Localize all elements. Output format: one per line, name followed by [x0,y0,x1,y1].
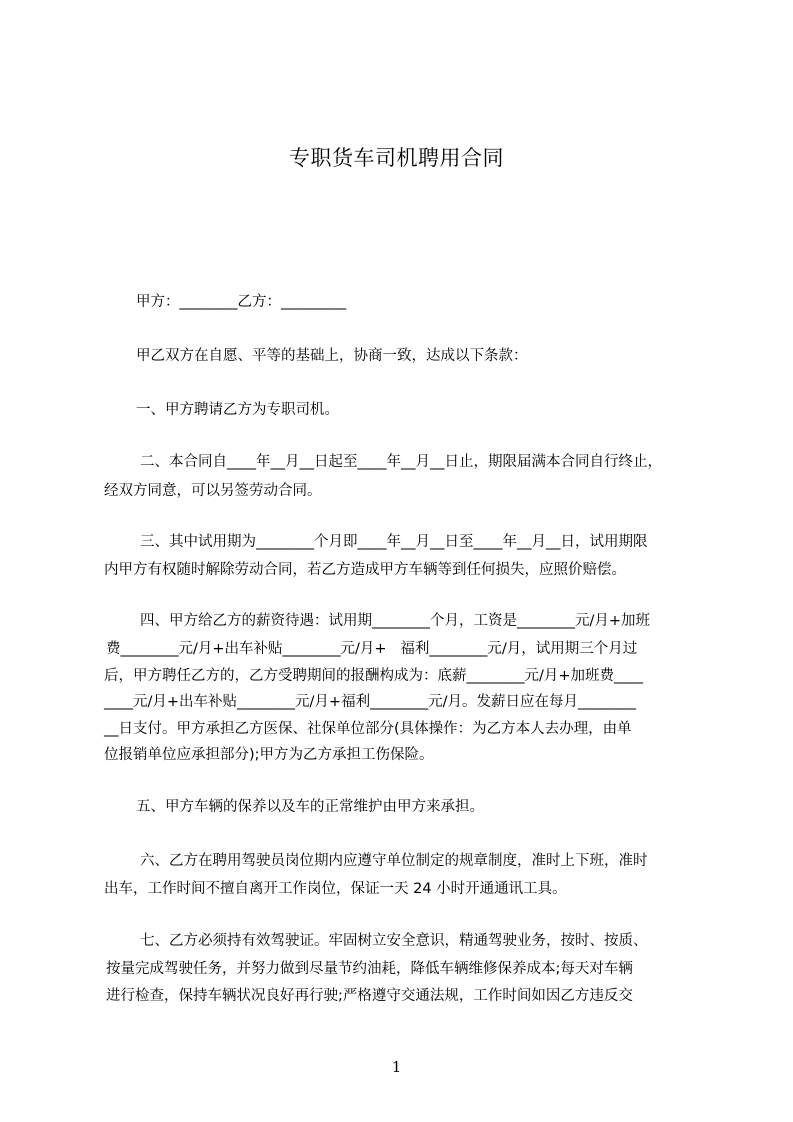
clause-4-line: ____元/月+出车补贴________元/月+福利________元/月。发薪日应在每月________ [104,694,636,710]
clause-3-line: 三、其中试用期为________个月即____年__月__日至____年__月__日，试用期限 [140,534,648,550]
contract-title: 专职货车司机聘用合同 [289,146,504,170]
clause-7-line: 七、乙方必须持有效驾驶证。牢固树立安全意识，精通驾驶业务，按时、按质、 [140,933,648,949]
clause-7-line: 进行检查，保持车辆状况良好再行驶;严格遵守交通法规，工作时间如因乙方违反交 [106,988,633,1004]
clause-7-line: 按量完成驾驶任务，并努力做到尽量节约油耗，降低车辆维修保养成本;每天对车辆 [106,961,633,977]
clause-4-line: 后，甲方聘任乙方的，乙方受聘期间的报酬构成为：底薪________元/月+加班费____ [104,668,644,684]
clause-3-line: 内甲方有权随时解除劳动合同，若乙方造成甲方车辆等到任何损失，应照价赔偿。 [104,562,626,578]
clause-2-line: 经双方同意，可以另签劳动合同。 [104,483,322,499]
clause-4-line: 位报销单位应承担部分);甲方为乙方承担工伤保险。 [104,747,434,763]
clause-5: 五、甲方车辆的保养以及车的正常维护由甲方来承担。 [136,799,484,815]
clause-6-line: 六、乙方在聘用驾驶员岗位期内应遵守单位制定的规章制度，准时上下班，准时 [140,853,648,869]
page-number: 1 [391,1058,402,1076]
clause-4-line: 费________元/月+出车补贴________元/月+ 福利________元/月，试用期三个月过 [106,641,638,657]
clause-4-line: __日支付。甲方承担乙方医保、社保单位部分(具体操作：为乙方本人去办理，由单 [104,721,632,737]
clause-2-line: 二、本合同自____年__月__日起至____年__月__日止，期限届满本合同自行终止， [140,454,662,470]
clause-4-line: 四、甲方给乙方的薪资待遇：试用期________个月，工资是________元/月+加班 [140,613,651,629]
clause-6-line: 出车，工作时间不擅自离开工作岗位，保证一天 24 小时开通通讯工具。 [104,881,567,897]
parties-line: 甲方：________乙方：_________ [136,294,347,310]
intro-paragraph: 甲乙双方在自愿、平等的基础上，协商一致，达成以下条款： [136,348,528,364]
clause-1: 一、甲方聘请乙方为专职司机。 [136,402,339,418]
